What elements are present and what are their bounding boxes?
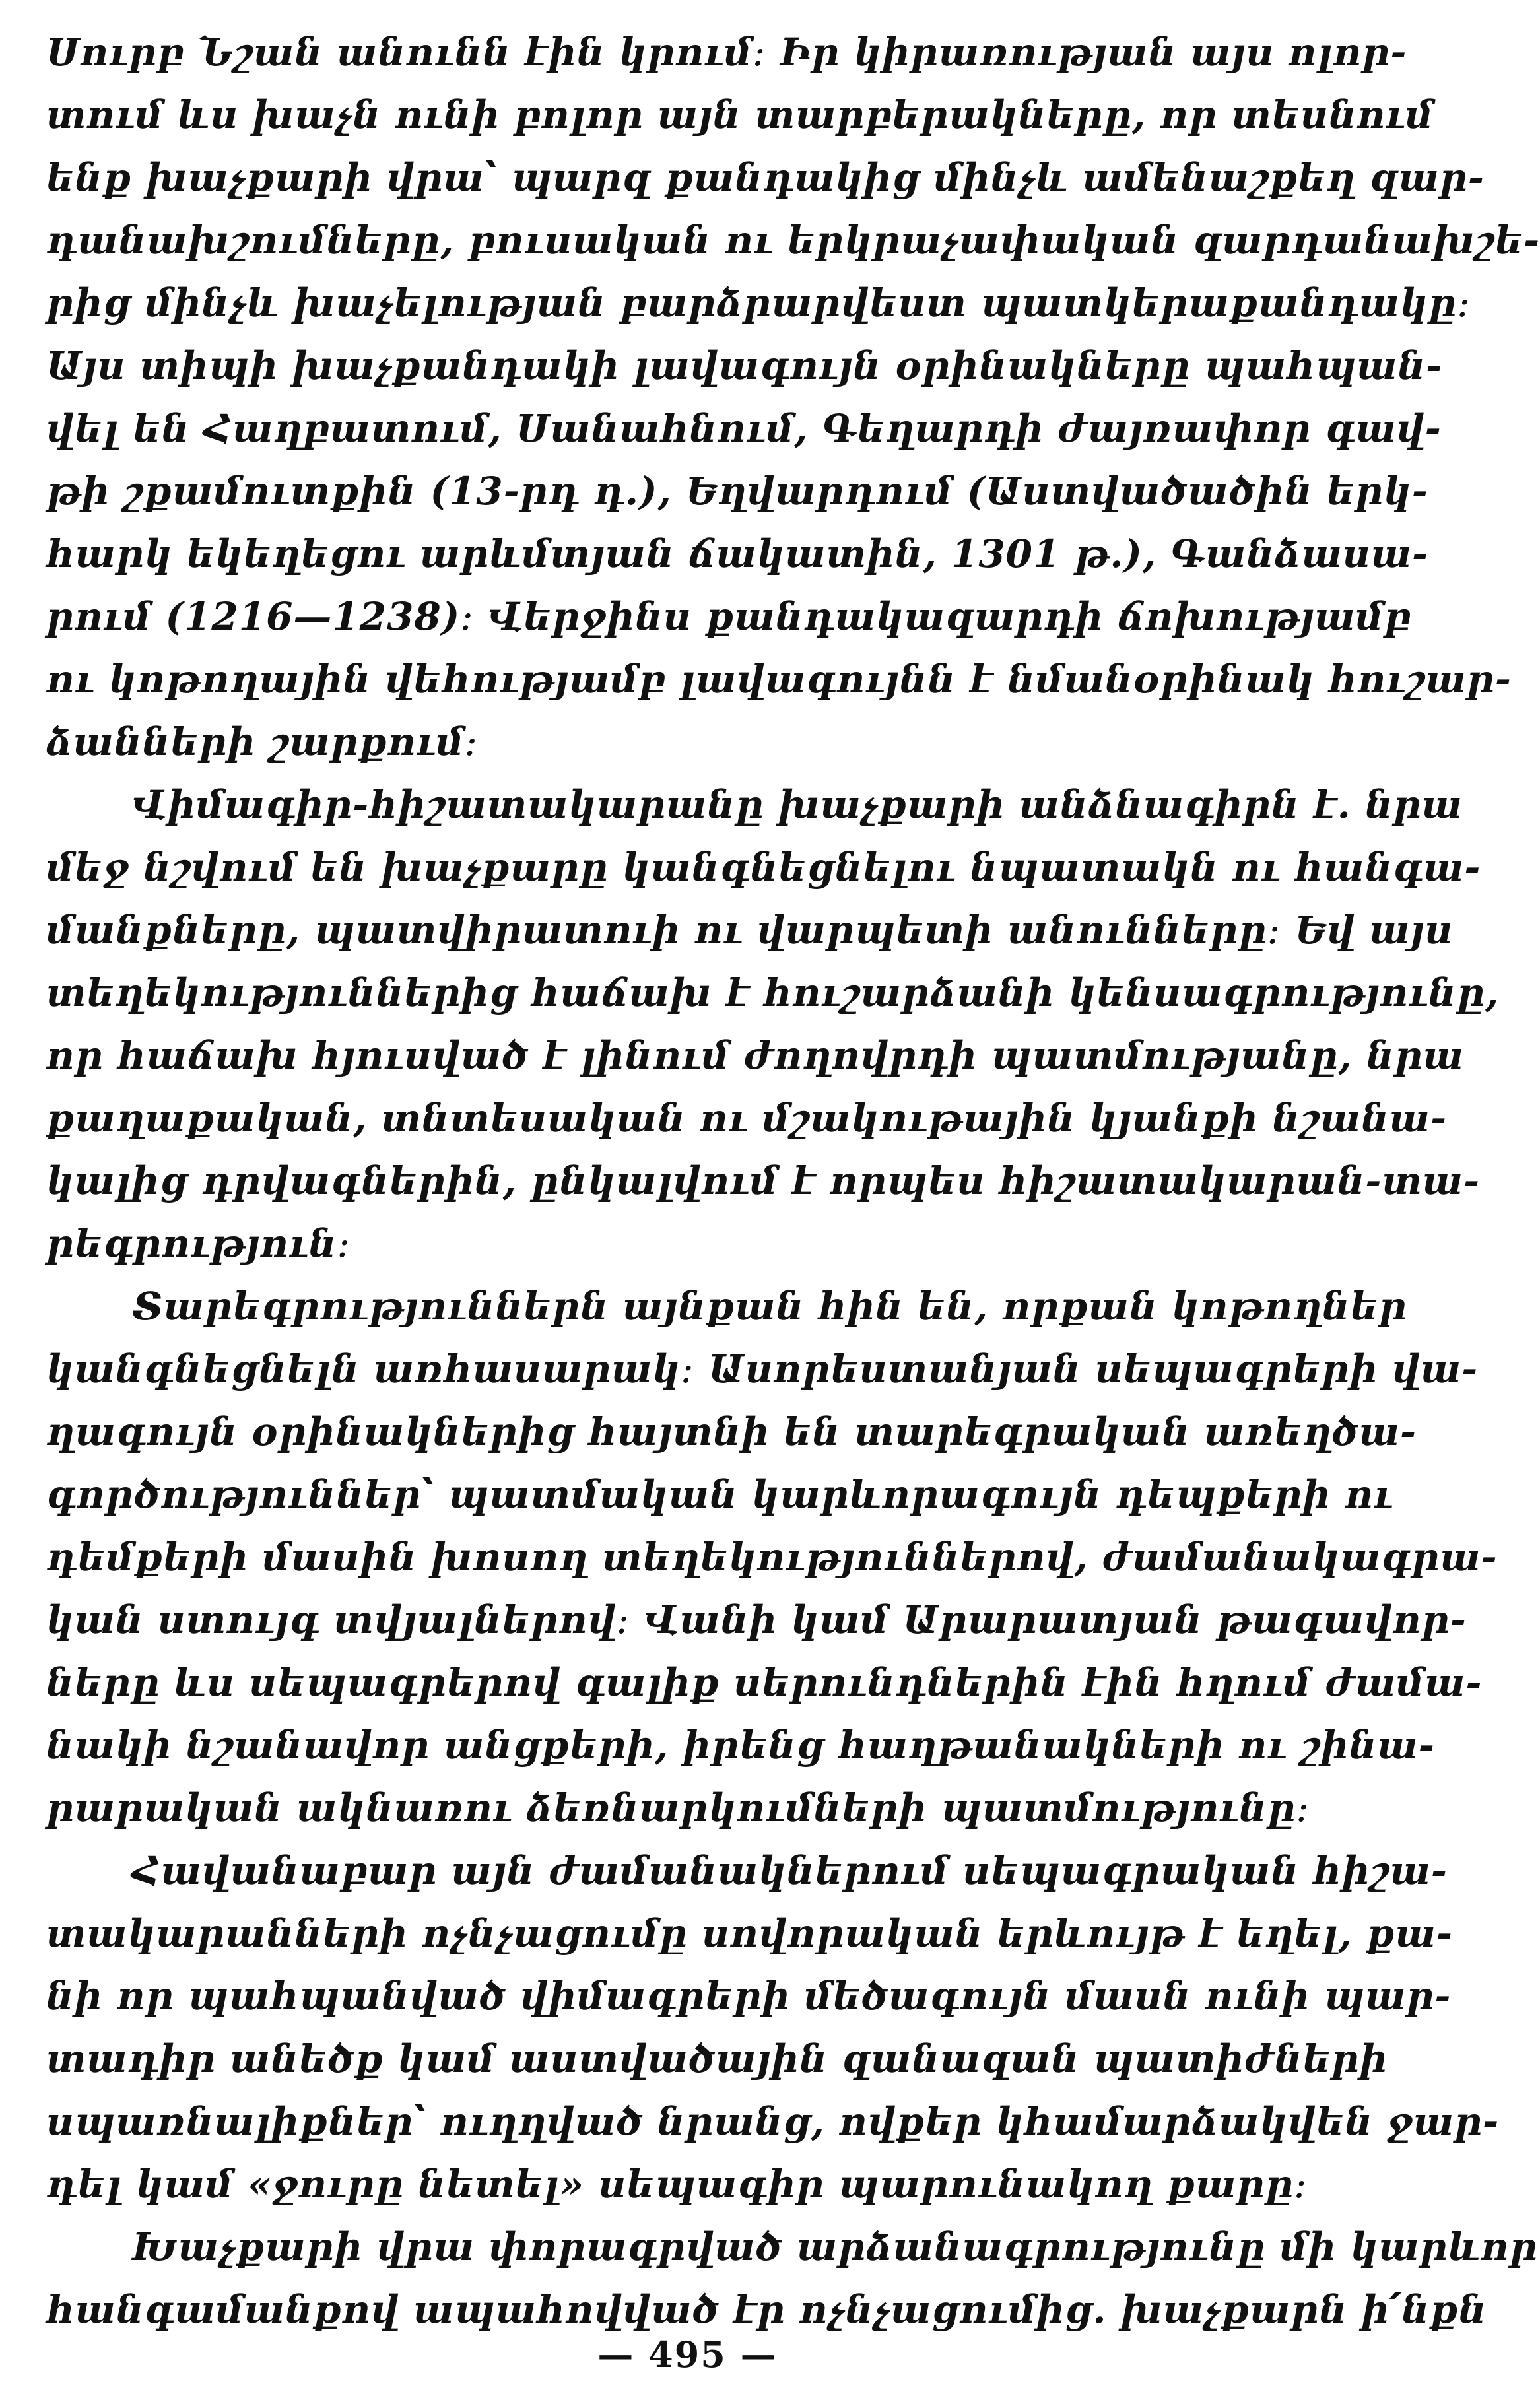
text-line: ղագույն օրինակներից հայտնի են տարեգրական առեղծա- bbox=[46, 1409, 1417, 1454]
text-line: մեջ նշվում են խաչքարը կանգնեցնելու նպատակն ու հանգա- bbox=[46, 845, 1481, 890]
text-line: որ հաճախ հյուսված է լինում ժողովրդի պատմությանը, նրա bbox=[46, 1033, 1465, 1078]
text-line: րեգրություն։ bbox=[46, 1221, 351, 1266]
body-text bbox=[46, 21, 1540, 2341]
text-line: տում ևս խաչն ունի բոլոր այն տարբերակները, որ տեսնում bbox=[46, 92, 1434, 137]
text-line: տադիր անեծք կամ աստվածային զանազան պատիժների bbox=[46, 2036, 1388, 2081]
text-line: կան ստույգ տվյալներով։ Վանի կամ Արարատյան թագավոր- bbox=[46, 1597, 1467, 1642]
text-line: կանգնեցնելն առհասարակ։ Ասորեստանյան սեպագրերի վա- bbox=[46, 1347, 1479, 1391]
paragraph bbox=[46, 2216, 1538, 2341]
paragraph bbox=[46, 1275, 1498, 1840]
text-line: ները ևս սեպագրերով գալիք սերունդներին էին հղում ժամա- bbox=[46, 1660, 1483, 1705]
text-line: հանգամանքով ապահովված էր ոչնչացումից. խաչքարն ի՛նքն bbox=[46, 2287, 1487, 2332]
text-line: Խաչքարի վրա փորագրված արձանագրությունը մի կարևոր bbox=[132, 2224, 1538, 2269]
text-line: րարական ակնառու ձեռնարկումների պատմությունը։ bbox=[46, 1786, 1310, 1830]
text-line: քաղաքական, տնտեսական ու մշակութային կյանքի նշանա- bbox=[46, 1096, 1448, 1141]
text-line: ու կոթողային վեհությամբ լավագույնն է նմանօրինակ հուշար- bbox=[46, 657, 1512, 702]
paragraph bbox=[46, 1840, 1500, 2216]
paragraph bbox=[46, 21, 1540, 774]
text-line: ձանների շարքում։ bbox=[46, 719, 479, 764]
text-line: տակարանների ոչնչացումը սովորական երևույթ է եղել, քա- bbox=[46, 1911, 1453, 1956]
text-line: նակի նշանավոր անցքերի, իրենց հաղթանակների ու շինա- bbox=[46, 1723, 1435, 1768]
text-line: թի շքամուտքին (13-րդ դ.), Եղվարդում (Աստվածածին երկ- bbox=[46, 469, 1428, 514]
text-line: սպառնալիքներ՝ ուղղված նրանց, ովքեր կհամարձակվեն ջար- bbox=[46, 2099, 1500, 2144]
paragraph bbox=[46, 774, 1500, 1275]
text-line: ենք խաչքարի վրա՝ պարզ քանդակից մինչև ամենաշքեղ զար- bbox=[46, 155, 1485, 200]
text-line: դանախշումները, բուսական ու երկրաչափական զարդանախշե- bbox=[46, 218, 1540, 263]
text-line: տեղեկություններից հաճախ է հուշարձանի կենսագրությունը, bbox=[46, 970, 1500, 1015]
text-line: դեմքերի մասին խոսող տեղեկություններով, ժամանակագրա- bbox=[46, 1535, 1498, 1580]
text-line: Այս տիպի խաչքանդակի լավագույն օրինակները պահպան- bbox=[46, 343, 1443, 388]
text-line: դել կամ «ջուրը նետել» սեպագիր պարունակող քարը։ bbox=[46, 2162, 1308, 2207]
text-line: րից մինչև խաչելության բարձրարվեստ պատկերաքանդակը։ bbox=[46, 281, 1471, 325]
text-line: նի որ պահպանված վիմագրերի մեծագույն մասն ունի պար- bbox=[46, 1974, 1452, 2019]
text-line: հարկ եկեղեցու արևմտյան ճակատին, 1301 թ.), Գանձասա- bbox=[46, 531, 1429, 576]
text-line: րում (1216—1238)։ Վերջինս քանդակազարդի ճոխությամբ bbox=[46, 594, 1411, 639]
text-line: գործություններ՝ պատմական կարևորագույն դեպքերի ու bbox=[46, 1472, 1393, 1517]
text-line: վել են Հաղբատում, Սանահնում, Գեղարդի ժայռափոր գավ- bbox=[46, 406, 1442, 451]
text-line: մանքները, պատվիրատուի ու վարպետի անունները։ Եվ այս bbox=[46, 908, 1454, 952]
text-line: Սուրբ Նշան անունն էին կրում։ Իր կիրառության այս ոլոր- bbox=[46, 30, 1407, 75]
text-line: Հավանաբար այն ժամանակներում սեպագրական հիշա- bbox=[132, 1848, 1448, 1893]
text-line: Վիմագիր-հիշատակարանը խաչքարի անձնագիրն է. նրա bbox=[132, 782, 1463, 827]
page-number: — 495 — bbox=[597, 2333, 778, 2376]
text-line: Տարեգրություններն այնքան հին են, որքան կոթողներ bbox=[132, 1284, 1407, 1329]
text-line: կալից դրվագներին, ընկալվում է որպես հիշատակարան-տա- bbox=[46, 1158, 1481, 1203]
